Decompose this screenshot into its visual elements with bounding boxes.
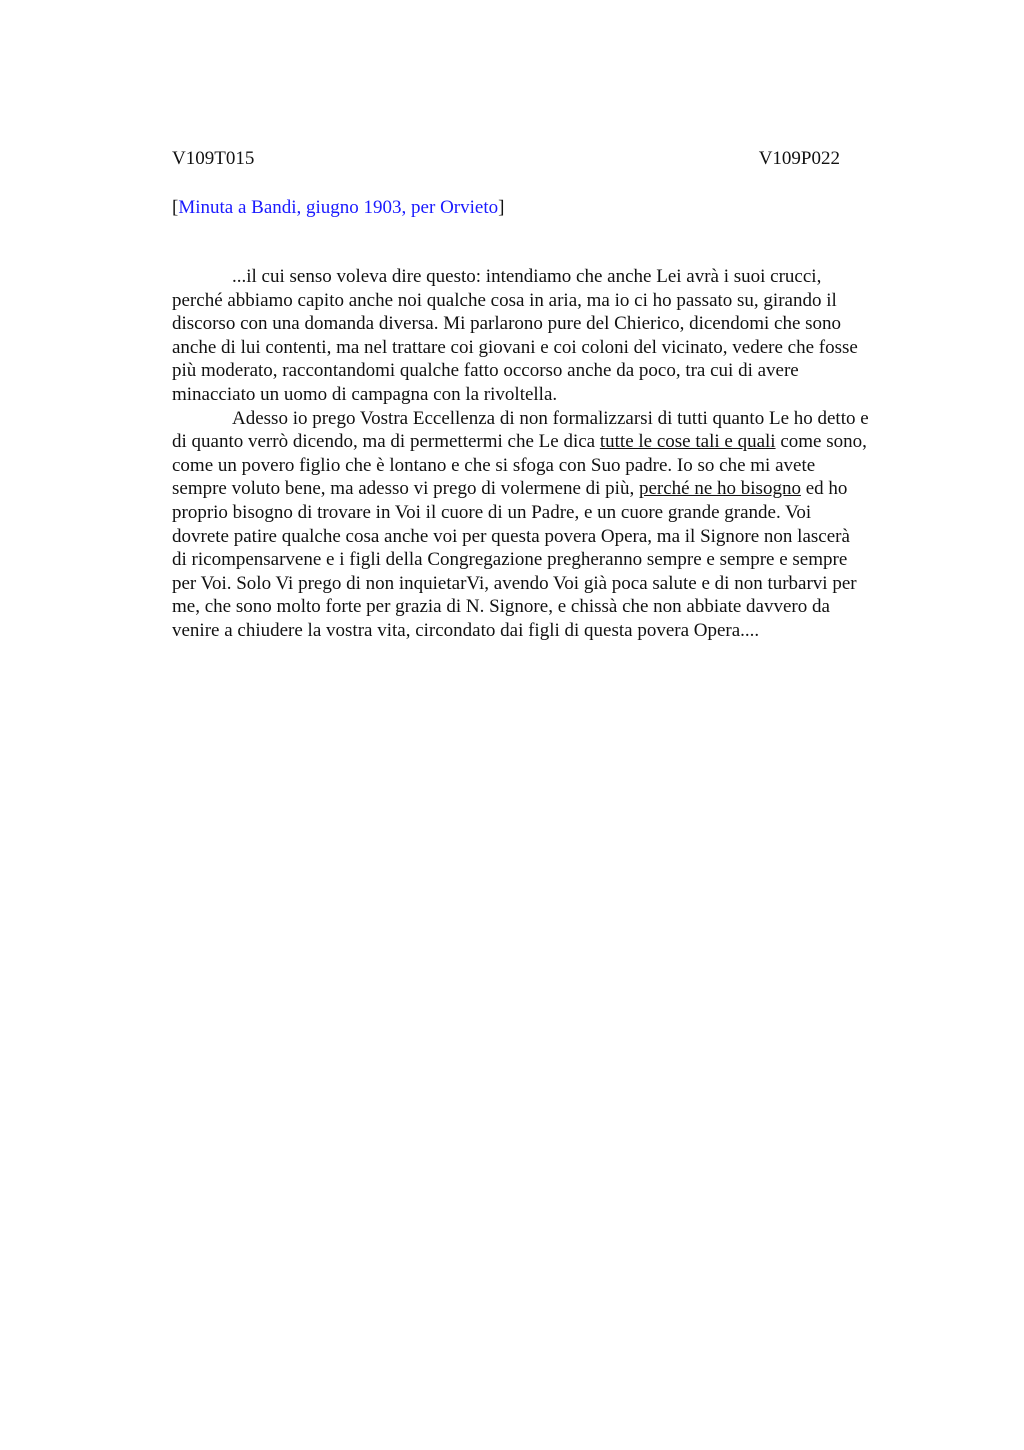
paragraph2-line	[172, 430, 932, 454]
document-code-right: V109P022	[758, 148, 840, 169]
paragraph1-line: minacciato un uomo di campagna con la rivoltella.	[172, 383, 558, 405]
document-subtitle	[172, 194, 504, 222]
subtitle-link[interactable]: Minuta a Bandi, giugno 1903, per Orvieto	[178, 197, 499, 218]
paragraph2-line: dovrete patire qualche cosa anche voi per questa povera Opera, ma il Signore non lascerà	[172, 525, 850, 547]
paragraph2-line: come un povero figlio che è lontano e che si sfoga con Suo padre. Io so che mi avete	[172, 454, 816, 476]
paragraph2-line: proprio bisogno di trovare in Voi il cuore di un Padre, e un cuore grande grande. Voi	[172, 501, 812, 523]
document-header	[172, 145, 840, 173]
paragraph2-text: di quanto verrò dicendo, ma di permettermi che Le dica	[172, 431, 600, 453]
paragraph2-line: di ricompensarvene e i figli della Congregazione pregheranno sempre e sempre e sempre	[172, 549, 848, 571]
paragraph2-line: per Voi. Solo Vi prego di non inquietarVi, avendo Voi già poca salute e di non turbarvi per	[172, 572, 857, 594]
paragraph1-line: perché abbiamo capito anche noi qualche cosa in aria, ma io ci ho passato su, girando il	[172, 289, 837, 311]
paragraph1-line: ...il cui senso voleva dire questo: intendiamo che anche Lei avrà i suoi crucci,	[232, 266, 822, 287]
paragraph2-line: Adesso io prego Vostra Eccellenza di non formalizzarsi di tutti quanto Le ho detto e	[232, 407, 869, 429]
letter-body	[172, 265, 932, 643]
document-code-left: V109T015	[172, 148, 255, 169]
paragraph1-line: più moderato, raccontandomi qualche fatto occorso anche da poco, tra cui di avere	[172, 360, 799, 382]
paragraph1-line: discorso con una domanda diversa. Mi parlarono pure del Chierico, dicendomi che sono	[172, 313, 842, 335]
paragraph1-line: anche di lui contenti, ma nel trattare coi giovani e coi coloni del vicinato, vedere che fosse	[172, 336, 858, 358]
subtitle-open-bracket: [	[172, 197, 179, 218]
subtitle-close-bracket: ]	[498, 197, 505, 218]
paragraph2-line	[172, 477, 932, 501]
paragraph2-line: venire a chiudere la vostra vita, circondato dai figli di questa povera Opera....	[172, 619, 760, 641]
underlined-phrase: tutte le cose tali e quali	[599, 431, 776, 453]
paragraph2-line: me, che sono molto forte per grazia di N. Signore, e chissà che non abbiate davvero da	[172, 596, 830, 618]
paragraph2-text: sempre voluto bene, ma adesso vi prego di volermene di più,	[172, 478, 639, 500]
underlined-phrase: perché ne ho bisogno	[638, 478, 801, 500]
paragraph2-text: ed ho	[800, 478, 848, 500]
paragraph2-text: come sono,	[775, 431, 867, 453]
